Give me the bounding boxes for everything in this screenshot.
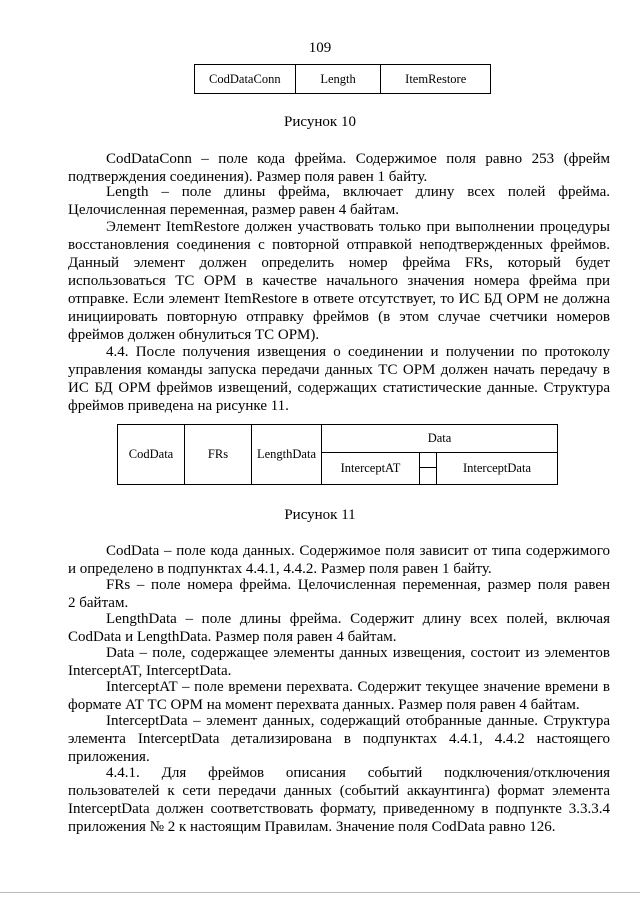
text-line: InterceptAT, InterceptData.	[68, 663, 232, 679]
paragraph-interceptat	[68, 678, 610, 714]
text-line: фреймов должен обнулиться ТС ОРМ).	[68, 327, 320, 343]
field-data: Data	[322, 425, 557, 453]
text-line: FRs – поле номера фрейма. Целочисленная переменная, размер поля равен	[106, 577, 610, 593]
paragraph-coddata	[68, 542, 610, 578]
text-line: приложения № 2 к настоящим Правилам. Значение поля CodData равно 126.	[68, 819, 556, 835]
paragraph-interceptdata	[68, 712, 610, 766]
text-line: инициировать повторную отправку фреймов (в этом случае счетчики номеров	[68, 309, 610, 325]
text-line: восстановления соединения с повторной отправкой неподтвержденных фреймов.	[68, 237, 610, 253]
text-line: отправке. Если элемент ItemRestore в ответе отсутствует, то ИС БД ОРМ не должна	[68, 291, 610, 307]
figure-10-table	[194, 64, 491, 94]
scan-edge-line	[0, 892, 640, 893]
text-line: InterceptAT – поле времени перехвата. Содержит текущее значение времени в	[106, 679, 610, 695]
text-line: Data – поле, содержащее элементы данных извещения, состоит из элементов	[106, 645, 610, 661]
text-line: Элемент ItemRestore должен участвовать только при выполнении процедуры	[106, 219, 610, 235]
field-coddata: CodData	[118, 425, 185, 484]
paragraph-data	[68, 644, 610, 680]
text-line: пользователей к сети передачи данных (событий аккаунтинга) формат элемента	[68, 783, 610, 799]
text-line: 2 байтам.	[68, 595, 129, 611]
text-line: подтверждения соединения). Размер поля равен 1 байту.	[68, 169, 428, 185]
paragraph-itemrestore	[68, 218, 610, 344]
paragraph-length	[68, 183, 610, 219]
figure-10-caption: Рисунок 10	[284, 114, 356, 130]
paragraph-4-4-1	[68, 764, 610, 836]
paragraph-lengthdata	[68, 610, 610, 646]
text-line: Данный элемент должен определить номер фрейма FRs, который будет	[68, 255, 610, 271]
text-line: Length – поле длины фрейма, включает длину всех полей фрейма.	[106, 184, 610, 200]
text-line: 4.4.1. Для фреймов описания событий подключения/отключения	[106, 765, 610, 781]
figure-11-diagram	[117, 424, 558, 485]
text-line: InterceptData должен соответствовать формату, приведенному в подпункте 3.3.3.4	[68, 801, 610, 817]
text-line: InterceptData – элемент данных, содержащий отобранные данные. Структура	[106, 713, 610, 729]
text-line: CodData и LengthData. Размер поля равен 4 байтам.	[68, 629, 397, 645]
text-line: управления команды запуска передачи данных ТС ОРМ должен начать передачу в	[68, 362, 610, 378]
cell-length: Length	[295, 65, 381, 94]
text-line: LengthData – поле длины фрейма. Содержит длину всех полей, включая	[106, 611, 610, 627]
paragraph-frs	[68, 576, 610, 612]
text-line: CodDataConn – поле кода фрейма. Содержимое поля равно 253 (фрейм	[106, 151, 610, 167]
field-lengthdata: LengthData	[252, 425, 322, 484]
field-separator	[420, 467, 437, 468]
paragraph-4-4	[68, 343, 610, 415]
cell-coddataconn: CodDataConn	[195, 65, 296, 94]
text-line: приложения.	[68, 749, 150, 765]
text-line: элемента InterceptData детализирована в подпунктах 4.4.1, 4.4.2 настоящего	[68, 731, 610, 747]
text-line: Целочисленная переменная, размер равен 4 байтам.	[68, 202, 399, 218]
text-line: 4.4. После получения извещения о соединении и получении по протоколу	[106, 344, 610, 360]
figure-11-caption: Рисунок 11	[284, 507, 356, 523]
field-frs: FRs	[185, 425, 252, 484]
text-line: CodData – поле кода данных. Содержимое поля зависит от типа содержимого	[106, 543, 610, 559]
field-interceptat: InterceptAT	[322, 453, 420, 484]
field-interceptdata: InterceptData	[436, 453, 557, 484]
text-line: формате АТ ТС ОРМ на момент перехвата данных. Размер поля равен 4 байтам.	[68, 697, 580, 713]
paragraph-coddataconn	[68, 150, 610, 186]
text-line: использоваться ТС ОРМ в качестве начального значения номера фрейма при	[68, 273, 610, 289]
text-line: ИС БД ОРМ фреймов извещений, содержащих статистические данные. Структура	[68, 380, 610, 396]
cell-itemrestore: ItemRestore	[381, 65, 491, 94]
text-line: и определено в подпунктах 4.4.1, 4.4.2. Размер поля равен 1 байту.	[68, 561, 492, 577]
page-number: 109	[308, 40, 332, 56]
text-line: фреймов приведена на рисунке 11.	[68, 398, 289, 414]
